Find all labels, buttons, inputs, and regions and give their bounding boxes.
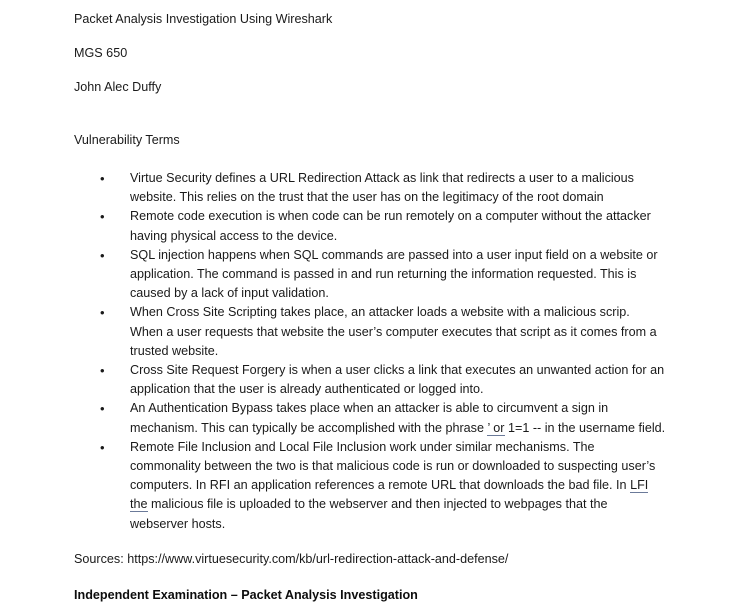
bullet-icon: • [100,305,105,321]
bullet-text-file-inclusion [130,438,666,534]
bullet-icon: • [100,171,105,186]
spellcheck-underlined-phrase: ’ or [487,420,505,435]
bullet-text-segment-after: 1=1 -- in the username field. [504,420,666,435]
bullet-text-segment-after: malicious file is uploaded to the webserver and then injected to webpages that the webserver hosts. [130,497,608,531]
vulnerability-terms-list [74,169,666,534]
list-item [74,303,666,361]
bullet-text-url-redirection: Virtue Security defines a URL Redirection Attack as link that redirects a user to a malicious website. This relies on the trust that the user has on the legitimacy of the root domain [130,171,634,205]
closing-heading: Independent Examination – Packet Analysis Investigation [74,587,418,602]
bullet-icon: • [100,247,105,263]
bullet-text-sql-injection: SQL injection happens when SQL commands are passed into a user input field on a website or application. The command is passed in and run returning the information requested. This is caused by a lack of input validation. [130,247,658,301]
header-spacer [74,112,666,131]
document-title: Packet Analysis Investigation Using Wireshark [74,12,333,26]
author-name: John Alec Duffy [74,80,162,94]
bullet-icon: • [100,363,105,379]
list-item [74,169,666,207]
list-item [74,246,666,304]
list-item [74,399,666,437]
bullet-text-segment-before: An Authentication Bypass takes place when an attacker is able to circumvent a sign in mechanism. This can typically be accomplished with the phrase [130,401,609,435]
bullet-text-cross-site-scripting: When Cross Site Scripting takes place, an attacker loads a website with a malicious scrip. When a user requests that website the user’s computer executes that script as it comes from a trusted website. [130,305,657,358]
bullet-text-segment-before: Remote File Inclusion and Local File Inclusion work under similar mechanisms. The commonality between the two is that malicious code is run or downloaded to suspecting user’s computers. In RFI an application references a remote URL that downloads the bad file. In [130,439,656,493]
bullet-text-cross-site-request-forgery: Cross Site Request Forgery is when a user clicks a link that executes an unwanted action for an application that the user is already authenticated or logged into. [130,363,665,397]
bullet-icon: • [100,439,105,455]
section-heading-vulnerability-terms: Vulnerability Terms [74,133,180,147]
list-item [74,438,666,534]
course-code: MGS 650 [74,46,128,60]
bullet-icon: • [100,209,105,225]
list-item [74,207,666,245]
bullet-text-remote-code-execution: Remote code execution is when code can be run remotely on a computer without the attacker having physical access to the device. [130,209,651,243]
sources-line: Sources: https://www.virtuesecurity.com/kb/url-redirection-attack-and-defense/ [74,551,509,566]
bullet-text-authentication-bypass [130,399,666,437]
bullet-icon: • [100,401,105,417]
grammar-underlined-phrase: LFI the [130,478,649,512]
list-item [74,361,666,399]
document-header [74,10,666,97]
